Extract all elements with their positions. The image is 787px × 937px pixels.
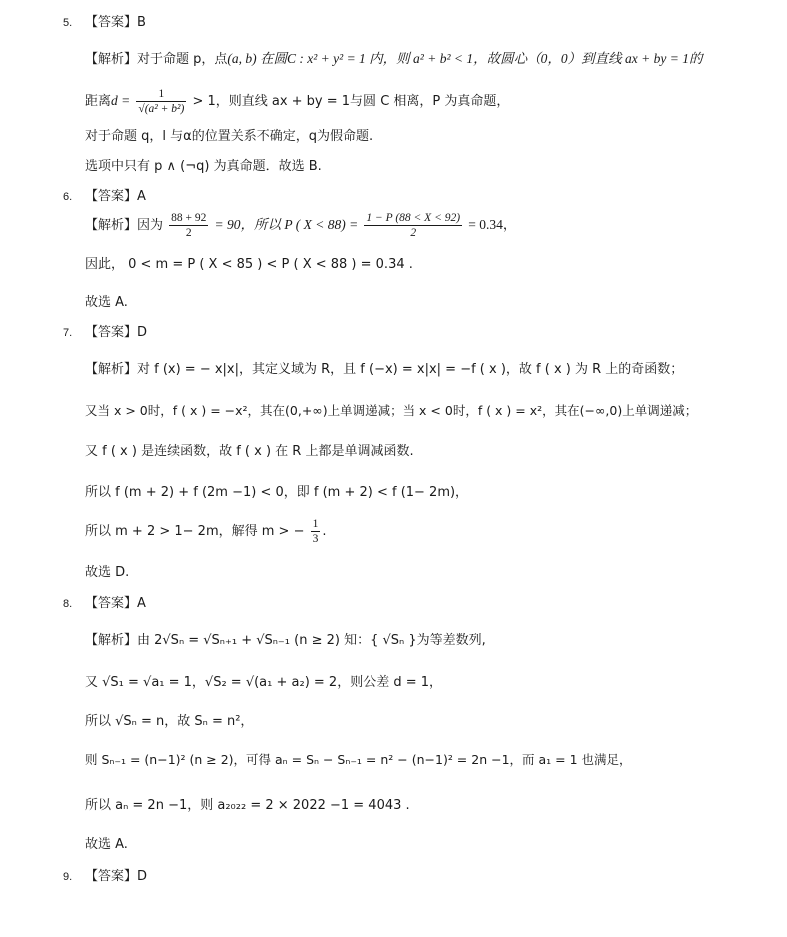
q6-solution-line-1b: = 90，所以 P ( X < 88) = [214, 217, 359, 232]
question-number-5: 5. [63, 17, 73, 29]
q8-solution-line-3: 所以 √Sₙ = n，故 Sₙ = n²， [85, 714, 254, 729]
q5-solution-line-1b: (a, b) 在圆C : x² + y² = 1 内，则 a² + b² < 1，故圆心（0，0）到直线 ax + by = 1的 [227, 51, 703, 66]
q8-answer: 【答案】A [85, 596, 146, 611]
q6-solution-line-1a: 【解析】因为 [85, 218, 164, 233]
q7-fraction-denominator: 3 [312, 533, 319, 545]
q7-solution-line-6: 故选 D. [85, 565, 130, 580]
q7-solution-line-5b: . [322, 524, 327, 539]
q6-answer: 【答案】A [85, 189, 146, 204]
q6-fraction-1 [169, 211, 208, 240]
q5-solution-line-1 [85, 50, 702, 69]
q5-solution-line-2b: > 1，则直线 ax + by = 1与圆 C 相离，P 为真命题， [192, 94, 510, 109]
q5-distance-label: 距离 [85, 94, 112, 109]
q8-solution-line-5: 所以 aₙ = 2n −1，则 a₂₀₂₂ = 2 × 2022 −1 = 4043 . [85, 798, 410, 813]
q5-fraction-numerator: 1 [136, 87, 186, 102]
q6-solution-line-3: 故选 A. [85, 295, 128, 310]
q7-fraction [311, 517, 321, 546]
question-number-6: 6. [63, 191, 73, 203]
q5-distance-var: d = [111, 93, 131, 108]
q8-solution-line-1: 【解析】由 2√Sₙ = √Sₙ₊₁ + √Sₙ₋₁ (n ≥ 2) 知：{ √Sₙ }为等差数列, [85, 633, 486, 648]
q6-solution-line-1c: = 0.34， [468, 217, 517, 232]
q5-answer: 【答案】B [85, 15, 146, 30]
q7-solution-line-5a: 所以 m + 2 > 1− 2m，解得 m > − [85, 524, 305, 539]
q8-solution-line-4: 则 Sₙ₋₁ = (n−1)² (n ≥ 2)，可得 aₙ = Sₙ − Sₙ₋₁ = n² − (n−1)² = 2n −1，而 a₁ = 1 也满足， [85, 752, 632, 767]
q5-solution-line-3: 对于命题 q，l 与α的位置关系不确定，q为假命题. [85, 129, 374, 144]
q6-solution-line-2: 因此， 0 < m = P ( X < 85 ) < P ( X < 88 ) = 0.34 . [85, 257, 413, 272]
q6-fraction-1-numerator: 88 + 92 [171, 212, 207, 224]
question-number-8: 8. [63, 598, 73, 610]
q9-answer: 【答案】D [85, 869, 148, 884]
q5-fraction-denominator: √(a² + b²) [138, 103, 185, 115]
q5-solution-line-4: 选项中只有 p ∧ (¬q) 为真命题．故选 B. [85, 159, 322, 174]
q7-solution-line-3: 又 f ( x ) 是连续函数，故 f ( x ) 在 R 上都是单调减函数. [85, 444, 414, 459]
q5-solution-line-1a: 【解析】对于命题 p，点 [85, 52, 228, 67]
question-number-7: 7. [63, 327, 73, 339]
question-number-9: 9. [63, 871, 73, 883]
q7-solution-line-5 [85, 515, 327, 549]
q7-answer: 【答案】D [85, 325, 148, 340]
q7-solution-line-2: 又当 x > 0时，f ( x ) = −x²，其在(0,+∞)上单调递减；当 x < 0时，f ( x ) = x²，其在(−∞,0)上单调递减； [85, 403, 698, 418]
q6-fraction-2 [364, 211, 462, 240]
q7-fraction-numerator: 1 [312, 518, 319, 530]
q6-solution-line-1 [85, 208, 516, 243]
q8-solution-line-2: 又 √S₁ = √a₁ = 1，√S₂ = √(a₁ + a₂) = 2，则公差 d = 1， [85, 675, 443, 690]
q7-solution-line-4: 所以 f (m + 2) + f (2m −1) < 0，即 f (m + 2) < f (1− 2m)， [85, 485, 469, 500]
q6-fraction-1-denominator: 2 [185, 227, 192, 239]
q6-fraction-2-denominator: 2 [410, 227, 417, 239]
q6-fraction-2-numerator: 1 − P (88 < X < 92) [366, 212, 461, 224]
q5-distance-fraction [136, 87, 186, 116]
q8-solution-line-6: 故选 A. [85, 837, 128, 852]
q7-solution-line-1: 【解析】对 f (x) = − x|x|，其定义域为 R，且 f (−x) = x|x| = −f ( x )，故 f ( x ) 为 R 上的奇函数； [85, 362, 684, 377]
q5-solution-line-2 [85, 86, 509, 117]
